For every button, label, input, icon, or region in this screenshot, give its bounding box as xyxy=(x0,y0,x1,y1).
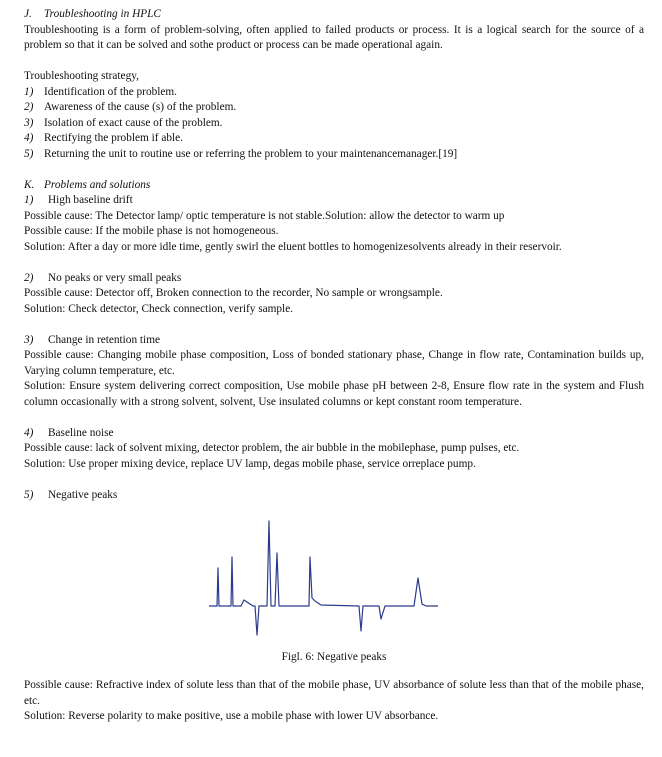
problem-line: Solution: Check detector, Check connection, verify sample. xyxy=(24,302,294,315)
negative-peaks-figure xyxy=(24,503,644,678)
figure-caption: Figl. 6: Negative peaks xyxy=(281,651,387,663)
problem-heading: 2) No peaks or very small peaks xyxy=(24,271,182,284)
problem-heading: 3) Change in retention time xyxy=(24,333,160,346)
problem-line: Possible cause: Changing mobile phase composition, Loss of bonded stationary phase, Change in flow rate, Contamination builds up, Varying column temperature, etc. xyxy=(24,349,644,377)
document-page xyxy=(24,7,644,725)
problem-heading: 1) High baseline drift xyxy=(24,194,133,206)
section-j-heading: J. Troubleshooting in HPLC xyxy=(24,8,161,20)
problem-heading: 5) Negative peaks xyxy=(24,488,118,501)
strategy-step: 4) Rectifying the problem if able. xyxy=(24,132,183,144)
section-j-intro: Troubleshooting is a form of problem-solving, often applied to failed products or process. It is a logical search for the source of a problem so that it can be solved and sothe product or process can be made operational again. xyxy=(24,23,644,51)
section-k-heading: K. Problems and solutions xyxy=(24,178,151,191)
strategy-step: 1) Identification of the problem. xyxy=(24,85,178,98)
problem-line: Solution: After a day or more idle time, gently swirl the eluent bottles to homogenizesolvents already in their reservoir. xyxy=(24,240,562,253)
after-figure-line: Solution: Reverse polarity to make positive, use a mobile phase with lower UV absorbance. xyxy=(24,710,439,722)
strategy-step: 2) Awareness of the cause (s) of the problem. xyxy=(24,101,237,113)
problem-line: Possible cause: lack of solvent mixing, detector problem, the air bubble in the mobilephase, pump pulses, etc. xyxy=(24,442,520,454)
problem-line: Solution: Ensure system delivering correct composition, Use mobile phase pH between 2-8, Ensure flow rate in the system and Flush column occasionally with a strong solvent, solvent, Use insulated columns or kept constant room temperature. xyxy=(24,380,644,408)
strategy-title: Troubleshooting strategy, xyxy=(24,70,139,82)
chromatogram-line xyxy=(209,521,438,635)
strategy-step: 5) Returning the unit to routine use or referring the problem to your maintenancemanager.[19] xyxy=(24,147,458,160)
chromatogram-trace xyxy=(209,513,459,648)
strategy-step: 3) Isolation of exact cause of the problem. xyxy=(24,116,223,129)
problem-line: Possible cause: Detector off, Broken connection to the recorder, No sample or wrongsample. xyxy=(24,287,443,299)
problem-line: Solution: Use proper mixing device, replace UV lamp, degas mobile phase, service orreplace pump. xyxy=(24,457,476,470)
problem-heading: 4) Baseline noise xyxy=(24,426,114,439)
problem-line: Possible cause: If the mobile phase is not homogeneous. xyxy=(24,225,279,237)
problem-line: Possible cause: The Detector lamp/ optic temperature is not stable.Solution: allow the detector to warm up xyxy=(24,209,505,222)
after-figure-line: Possible cause: Refractive index of solute less than that of the mobile phase, UV absorbance of solute less than that of the mobile phase, etc. xyxy=(24,679,644,707)
